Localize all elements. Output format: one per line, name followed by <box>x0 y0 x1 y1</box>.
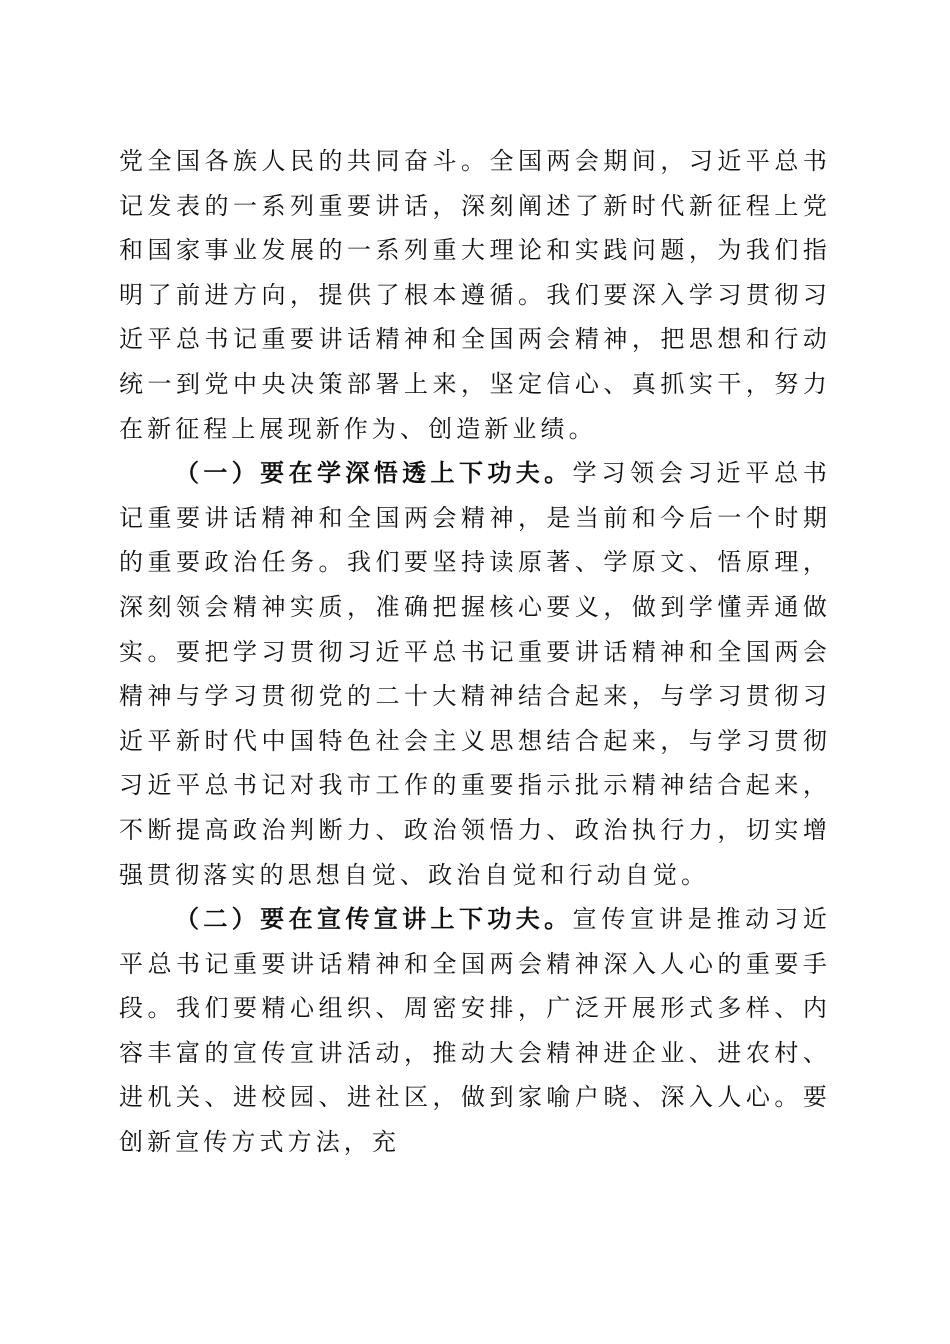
document-body <box>119 139 831 1165</box>
paragraph-section-two <box>119 897 831 1165</box>
paragraph-continuation <box>119 139 831 451</box>
paragraph-body: 学习领会习近平总书记重要讲话精神和全国两会精神，是当前和今后一个时期的重要政治任务。我们要坚持读原著、学原文、悟原理，深刻领会精神实质，准确把握核心要义，做到学懂弄通做实。要把学习贯彻习近平总书记重要讲话精神和全国两会精神与学习贯彻党的二十大精神结合起来，与学习贯彻习近平新时代中国特色社会主义思想结合起来，与学习贯彻习近平总书记对我市工作的重要指示批示精神结合起来，不断提高政治判断力、政治领悟力、政治执行力，切实增强贯彻落实的思想自觉、政治自觉和行动自觉。 <box>119 459 831 889</box>
paragraph-body: 党全国各族人民的共同奋斗。全国两会期间，习近平总书记发表的一系列重要讲话，深刻阐述了新时代新征程上党和国家事业发展的一系列重大理论和实践问题，为我们指明了前进方向，提供了根本遵循。我们要深入学习贯彻习近平总书记重要讲话精神和全国两会精神，把思想和行动统一到党中央决策部署上来，坚定信心、真抓实干，努力在新征程上展现新作为、创造新业绩。 <box>119 147 831 443</box>
section-heading: （一）要在学深悟透上下功夫。 <box>175 459 573 488</box>
paragraph-section-one <box>119 451 831 897</box>
paragraph-body: 宣传宣讲是推动习近平总书记重要讲话精神和全国两会精神深入人心的重要手段。我们要精心组织、周密安排，广泛开展形式多样、内容丰富的宣传宣讲活动，推动大会精神进企业、进农村、进机关、进校园、进社区，做到家喻户晓、深入人心。要创新宣传方式方法，充 <box>119 905 831 1157</box>
section-heading: （二）要在宣传宣讲上下功夫。 <box>175 905 573 934</box>
